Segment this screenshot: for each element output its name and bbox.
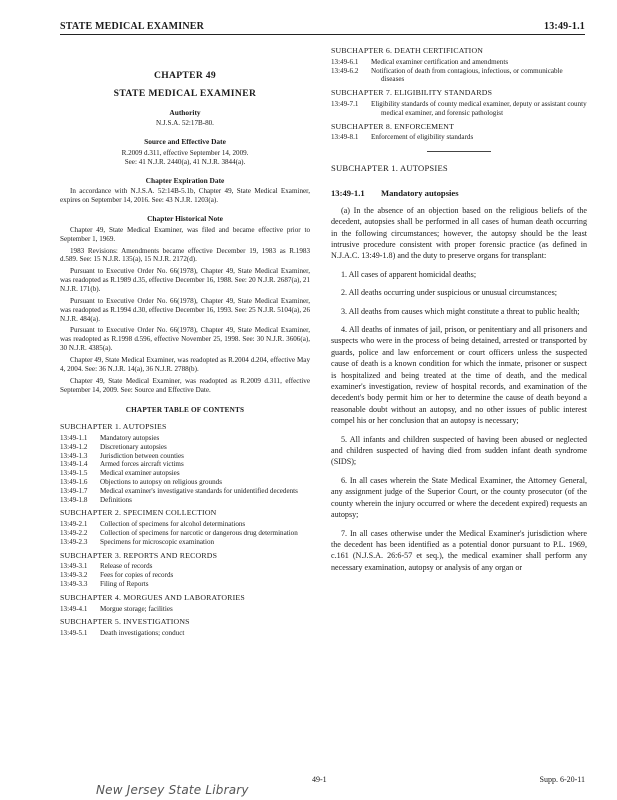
toc-entry-number: 13:49-3.3 — [60, 579, 88, 588]
chapter-label: CHAPTER 49 — [154, 70, 216, 81]
expiration-heading: Chapter Expiration Date — [145, 175, 225, 185]
history-note: Chapter 49, State Medical Examiner, was readopted as R.2004 d.204, effective May 4, 2004. See: 36 N.J.R. 14(a), 36 N.J.R. 2788(b). — [60, 356, 310, 373]
toc-entry — [60, 571, 310, 580]
section-paragraph: 7. In all cases otherwise under the Medical Examiner's jurisdiction where the decedent has been identified as a potential donor pursuant to P.L. 1969, c.161 (N.J.S.A. 26:6-57 et seq.), the medical examiner shall perform any necessary examination, autopsy or analysis of any organ or — [331, 528, 587, 572]
toc-entry — [60, 460, 310, 469]
toc-right — [331, 47, 587, 142]
toc-subchapter-title: SUBCHAPTER 8. ENFORCEMENT — [331, 121, 455, 131]
section-paragraph: 4. All deaths of inmates of jail, prison, or penitentiary and all prisoners and suspects who were in the process of being detained, arrested or transported by guards, police and law enforcement or court officers unless the suspected cause of death is a known condition for which the inmate, prisoner or suspect is hospitalized and being treated at the time of death, and the medical examiner's investigation, review of hospital records, and examination of the decedent's body permit him or her to determine the cause of death beyond a reasonable doubt without an autopsy, and no other issues of public interest compel his or her conclusion that an autopsy is necessary; — [331, 325, 587, 426]
toc-subchapter-title: SUBCHAPTER 1. AUTOPSIES — [60, 422, 167, 432]
toc-entry-text: Discretionary autopsies — [100, 442, 167, 451]
toc-entry-number: 13:49-5.1 — [60, 629, 88, 638]
source-see: See: 41 N.J.R. 2440(a), 41 N.J.R. 3844(a). — [124, 157, 246, 166]
history-note: Pursuant to Executive Order No. 66(1978), Chapter 49, State Medical Examiner, was readopted as R.1994 d.30, effective December 16, 1993. See: 25 N.J.R. 5104(a), 26 N.J.R. 484(a). — [60, 296, 310, 323]
section-number: 13:49-1.1 — [331, 187, 365, 198]
history-note: 1983 Revisions: Amendments became effective December 19, 1983 as R.1983 d.589. See: 15 N.J.R. 135(a), 15 N.J.R. 2172(d). — [60, 246, 310, 264]
toc-entry-number: 13:49-3.2 — [60, 571, 88, 580]
toc-entry — [60, 434, 310, 443]
supplement-date: Supp. 6-20-11 — [539, 775, 585, 784]
toc-entry-text: Eligibility standards of county medical examiner, deputy or assistant county medical examiner, and forensic pathologist — [371, 99, 587, 117]
toc-entry-number: 13:49-3.1 — [60, 562, 88, 571]
toc-entry-text: Filing of Reports — [100, 579, 149, 588]
section-paragraph: 3. All deaths from causes which might constitute a threat to public health; — [341, 306, 580, 316]
history-note: Chapter 49, State Medical Examiner, was filed and became effective prior to September 1, 1969. — [60, 225, 310, 243]
toc-entry — [60, 580, 310, 589]
toc-title: CHAPTER TABLE OF CONTENTS — [125, 406, 245, 415]
toc-entry — [60, 452, 310, 461]
toc-entry-number: 13:49-1.8 — [60, 495, 88, 504]
toc-entry-number: 13:49-2.1 — [60, 520, 88, 529]
toc-entry-text: Medical examiner autopsies — [100, 469, 180, 478]
section-paragraph: (a) In the absence of an objection based on the religious beliefs of the decedent, autopsies shall be performed in all cases of human death occurring in the following circumstances; however, the autopsy should be the least intrusive procedure consistent with proper forensic practice (as defined in N.J.A.C. 13:49-1.8) and the duty to preserve organs for transplant: — [331, 205, 587, 261]
section-paragraph: 1. All cases of apparent homicidal deaths; — [341, 269, 477, 279]
toc-entry-text: Armed forces aircraft victims — [100, 460, 184, 469]
toc-entry-text: Death investigations; conduct — [100, 629, 185, 638]
toc-entry — [60, 629, 310, 638]
history-note: Pursuant to Executive Order No. 66(1978), Chapter 49, State Medical Examiner, was readopted as R.1989 d.35, effective December 16, 1988. See: 20 N.J.R. 2687(a), 21 N.J.R. 171(b). — [60, 267, 310, 293]
header-title: STATE MEDICAL EXAMINER — [60, 21, 205, 32]
toc-entry-text: Objections to autopsy on religious grounds — [100, 478, 222, 487]
toc-entry — [60, 478, 310, 487]
authority-heading: Authority — [169, 107, 201, 117]
toc-entry-number: 13:49-1.6 — [60, 478, 88, 487]
section-body — [331, 205, 587, 573]
toc-entry-number: 13:49-2.2 — [60, 529, 88, 537]
toc-subchapter-title: SUBCHAPTER 4. MORGUES AND LABORATORIES — [60, 592, 245, 602]
toc-entry — [60, 496, 310, 505]
toc-entry-text: Specimens for microscopic examination — [100, 537, 215, 546]
toc-entry-number: 13:49-6.2 — [331, 66, 359, 75]
toc-subchapter-title: SUBCHAPTER 5. INVESTIGATIONS — [60, 617, 190, 627]
toc-entry — [331, 133, 587, 142]
toc-entry-text: Mandatory autopsies — [100, 434, 160, 443]
toc-entry-text: Medical examiner's investigative standards for unidentified decedents — [100, 486, 298, 495]
history-note: Chapter 49, State Medical Examiner, was readopted as R.2009 d.311, effective September 14, 2009. See: Source and Effective Date. — [60, 376, 310, 394]
history-notes — [60, 226, 310, 395]
section-paragraph: 6. In all cases wherein the State Medical Examiner, the Attorney General, any assignment judge of the Superior Court, or the county prosecutor (of the county wherein the injury occurred or where the decedent expired) requests an autopsy; — [331, 475, 587, 520]
header-section-number: 13:49-1.1 — [544, 21, 585, 32]
toc-entry — [60, 443, 310, 452]
toc-entry-number: 13:49-1.3 — [60, 451, 88, 460]
left-column — [60, 42, 310, 638]
source-heading: Source and Effective Date — [144, 137, 226, 147]
toc-entry — [331, 58, 587, 67]
toc-entry — [60, 520, 310, 529]
toc-entry-number: 13:49-2.3 — [60, 537, 88, 546]
history-note: Pursuant to Executive Order No. 66(1978), Chapter 49, State Medical Examiner, was readopted as R.1998 d.596, effective November 25, 1998. See: 30 N.J.R. 3606(a), 30 N.J.R. 4385(a). — [60, 326, 310, 353]
section-heading — [331, 189, 587, 198]
toc-entry-text: Collection of specimens for narcotic or dangerous drug determination — [100, 529, 298, 537]
toc-subchapter-title: SUBCHAPTER 6. DEATH CERTIFICATION — [331, 46, 484, 55]
divider-rule — [427, 151, 491, 152]
toc-entry-number: 13:49-1.2 — [60, 442, 88, 451]
toc-entry-text: Medical examiner certification and amendments — [371, 57, 509, 66]
section-paragraph: 2. All deaths occurring under suspicious or unusual circumstances; — [341, 288, 558, 298]
toc-subchapter-title: SUBCHAPTER 3. REPORTS AND RECORDS — [60, 550, 218, 560]
toc-entry-text: Notification of death from contagious, infectious, or communicable diseases — [371, 66, 563, 84]
toc-entry — [60, 562, 310, 571]
toc-entry — [331, 100, 587, 118]
toc-entry-number: 13:49-8.1 — [331, 133, 359, 142]
page-number: 49-1 — [312, 775, 327, 784]
toc-entry-text: Morgue storage; facilities — [100, 604, 173, 613]
toc-subchapter-title: SUBCHAPTER 2. SPECIMEN COLLECTION — [60, 508, 217, 518]
toc-entry-text: Release of records — [100, 562, 153, 571]
subchapter-heading: SUBCHAPTER 1. AUTOPSIES — [331, 163, 448, 174]
toc-entry — [60, 487, 310, 496]
right-column — [331, 42, 587, 573]
toc-entry-number: 13:49-7.1 — [331, 99, 359, 108]
toc-entry-number: 13:49-1.7 — [60, 486, 88, 495]
section-title: Mandatory autopsies — [381, 187, 459, 198]
toc-entry-text: Collection of specimens for alcohol determinations — [100, 520, 246, 529]
toc-entry-text: Enforcement of eligibility standards — [371, 133, 474, 142]
expiration-text: In accordance with N.J.S.A. 52:14B-5.1b, Chapter 49, State Medical Examiner, expires on September 14, 2016. See: 43 N.J.R. 1203(a). — [60, 187, 310, 205]
toc-entry-text: Jurisdiction between counties — [100, 451, 184, 460]
toc-entry-text: Definitions — [100, 495, 132, 504]
authority-text: N.J.S.A. 52:17B-80. — [156, 119, 214, 128]
toc-left — [60, 423, 310, 638]
chapter-title: STATE MEDICAL EXAMINER — [113, 87, 257, 99]
toc-entry-number: 13:49-4.1 — [60, 604, 88, 613]
toc-entry — [331, 67, 587, 85]
toc-entry — [60, 529, 310, 538]
toc-entry-number: 13:49-6.1 — [331, 57, 359, 66]
toc-entry-text: Fees for copies of records — [100, 571, 174, 580]
toc-entry-number: 13:49-1.4 — [60, 460, 88, 469]
history-heading: Chapter Historical Note — [147, 213, 223, 223]
toc-subchapter-title: SUBCHAPTER 7. ELIGIBILITY STANDARDS — [331, 88, 493, 98]
toc-entry-number: 13:49-1.5 — [60, 469, 88, 478]
source-text: R.2009 d.311, effective September 14, 2009. — [121, 148, 249, 157]
toc-entry — [60, 605, 310, 614]
toc-entry — [60, 469, 310, 478]
running-header — [60, 18, 585, 35]
library-stamp: New Jersey State Library — [96, 783, 249, 797]
section-paragraph: 5. All infants and children suspected of having been abused or neglected and children suspected of having died from sudden infant death syndrome (SIDS); — [331, 434, 587, 467]
toc-entry-number: 13:49-1.1 — [60, 434, 88, 443]
toc-entry — [60, 538, 310, 547]
